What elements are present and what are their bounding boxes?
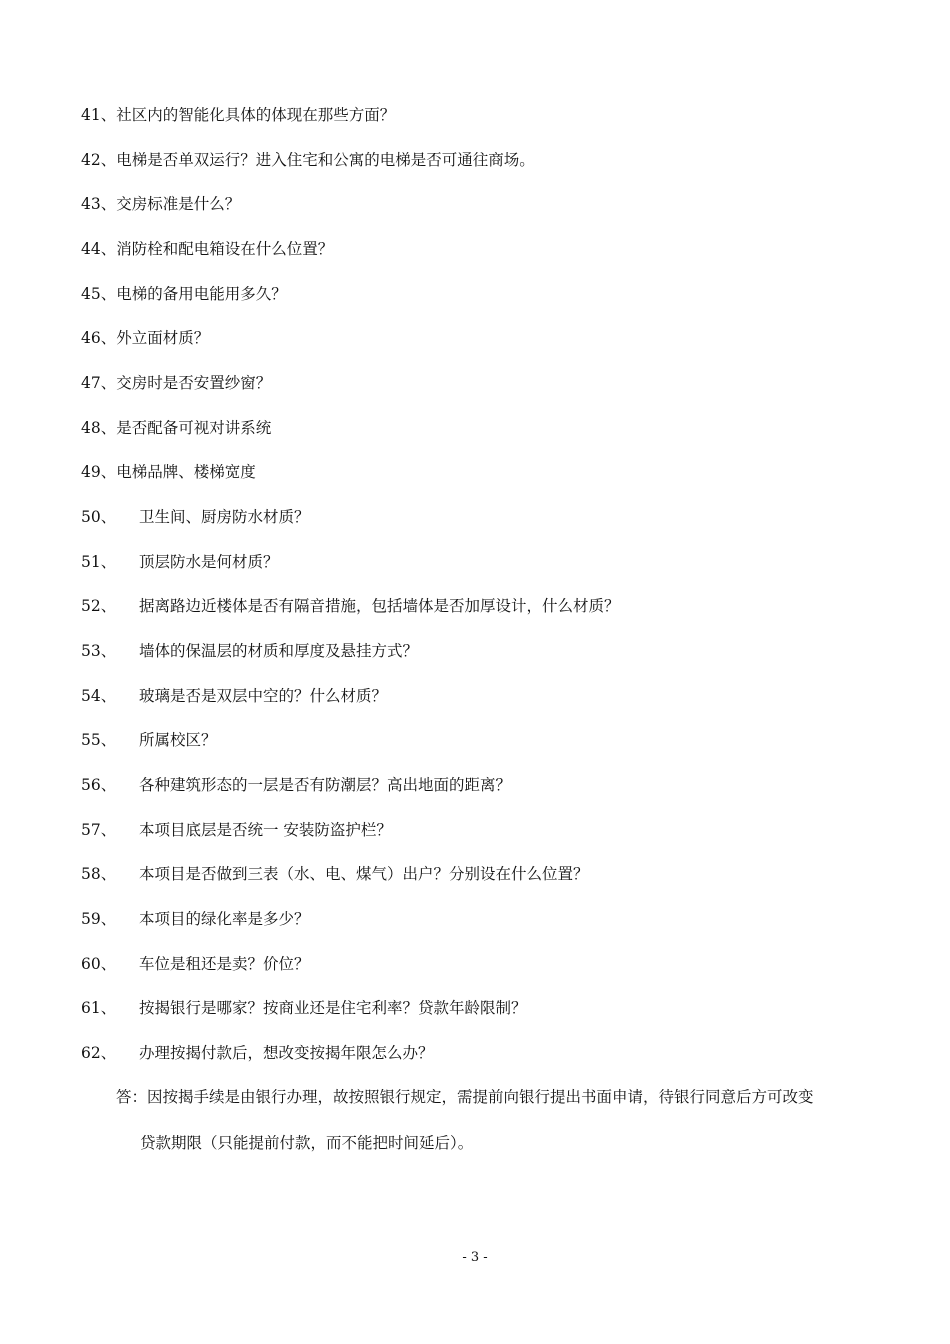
item-number: 62、 bbox=[81, 1044, 117, 1062]
list-item bbox=[81, 547, 279, 577]
list-item bbox=[81, 234, 333, 264]
item-text: 车位是租还是卖？价位？ bbox=[139, 955, 310, 973]
item-text: 办理按揭付款后，想改变按揭年限怎么办？ bbox=[139, 1044, 434, 1062]
list-item bbox=[81, 323, 209, 353]
item-text: 外立面材质？ bbox=[116, 329, 210, 347]
item-text: 本项目是否做到三表（水、电、煤气）出户？分别设在什么位置？ bbox=[139, 865, 589, 883]
item-number: 48、 bbox=[81, 419, 117, 437]
item-number: 61、 bbox=[81, 999, 117, 1017]
item-number: 46、 bbox=[81, 329, 117, 347]
list-item bbox=[81, 145, 535, 175]
item-text: 按揭银行是哪家？按商业还是住宅利率？贷款年龄限制？ bbox=[139, 999, 527, 1017]
item-text: 本项目的绿化率是多少？ bbox=[139, 910, 310, 928]
item-number: 60、 bbox=[81, 955, 117, 973]
item-text: 据离路边近楼体是否有隔音措施，包括墙体是否加厚设计，什么材质？ bbox=[139, 597, 620, 615]
page-number: - 3 - bbox=[462, 1250, 488, 1265]
item-number: 45、 bbox=[81, 285, 117, 303]
item-number: 53、 bbox=[81, 642, 117, 660]
item-text: 电梯品牌、楼梯宽度 bbox=[116, 463, 256, 481]
list-item bbox=[81, 591, 620, 621]
item-text: 电梯的备用电能用多久？ bbox=[116, 285, 287, 303]
item-text: 电梯是否单双运行？进入住宅和公寓的电梯是否可通往商场。 bbox=[116, 151, 535, 169]
list-item bbox=[81, 859, 589, 889]
item-text: 卫生间、厨房防水材质？ bbox=[139, 508, 310, 526]
item-text: 顶层防水是何材质？ bbox=[139, 553, 279, 571]
item-text: 玻璃是否是双层中空的？什么材质？ bbox=[139, 687, 388, 705]
list-item bbox=[81, 1038, 434, 1068]
list-item bbox=[81, 725, 217, 755]
answer-line: 答：因按揭手续是由银行办理，故按照银行规定，需提前向银行提出书面申请，待银行同意后方可改变 bbox=[116, 1088, 814, 1106]
item-number: 44、 bbox=[81, 240, 117, 258]
list-item bbox=[81, 993, 527, 1023]
item-number: 42、 bbox=[81, 151, 117, 169]
list-item bbox=[81, 949, 310, 979]
item-number: 50、 bbox=[81, 508, 117, 526]
list-item bbox=[81, 100, 395, 130]
list-item bbox=[81, 368, 271, 398]
item-text: 社区内的智能化具体的体现在那些方面？ bbox=[116, 106, 396, 124]
item-number: 51、 bbox=[81, 553, 117, 571]
list-item bbox=[81, 413, 271, 443]
item-number: 52、 bbox=[81, 597, 117, 615]
item-number: 57、 bbox=[81, 821, 117, 839]
list-item bbox=[81, 189, 240, 219]
item-text: 交房时是否安置纱窗？ bbox=[116, 374, 272, 392]
list-item bbox=[81, 457, 256, 487]
list-item bbox=[81, 770, 511, 800]
item-number: 58、 bbox=[81, 865, 117, 883]
item-text: 本项目底层是否统一 安装防盗护栏？ bbox=[139, 821, 392, 839]
list-item bbox=[81, 815, 392, 845]
list-item bbox=[81, 636, 418, 666]
item-number: 56、 bbox=[81, 776, 117, 794]
list-item bbox=[81, 904, 310, 934]
answer-continuation: 贷款期限（只能提前付款，而不能把时间延后）。 bbox=[140, 1134, 474, 1152]
item-number: 49、 bbox=[81, 463, 117, 481]
item-text: 交房标准是什么？ bbox=[116, 195, 241, 213]
item-number: 59、 bbox=[81, 910, 117, 928]
item-text: 墙体的保温层的材质和厚度及悬挂方式？ bbox=[139, 642, 419, 660]
item-text: 各种建筑形态的一层是否有防潮层？高出地面的距离？ bbox=[139, 776, 512, 794]
list-item bbox=[81, 681, 387, 711]
list-item bbox=[81, 502, 310, 532]
item-text: 是否配备可视对讲系统 bbox=[116, 419, 272, 437]
item-text: 消防栓和配电箱设在什么位置？ bbox=[116, 240, 334, 258]
list-item bbox=[81, 279, 287, 309]
item-number: 43、 bbox=[81, 195, 117, 213]
item-number: 41、 bbox=[81, 106, 117, 124]
item-number: 55、 bbox=[81, 731, 117, 749]
item-number: 54、 bbox=[81, 687, 117, 705]
item-number: 47、 bbox=[81, 374, 117, 392]
item-text: 所属校区？ bbox=[139, 731, 217, 749]
